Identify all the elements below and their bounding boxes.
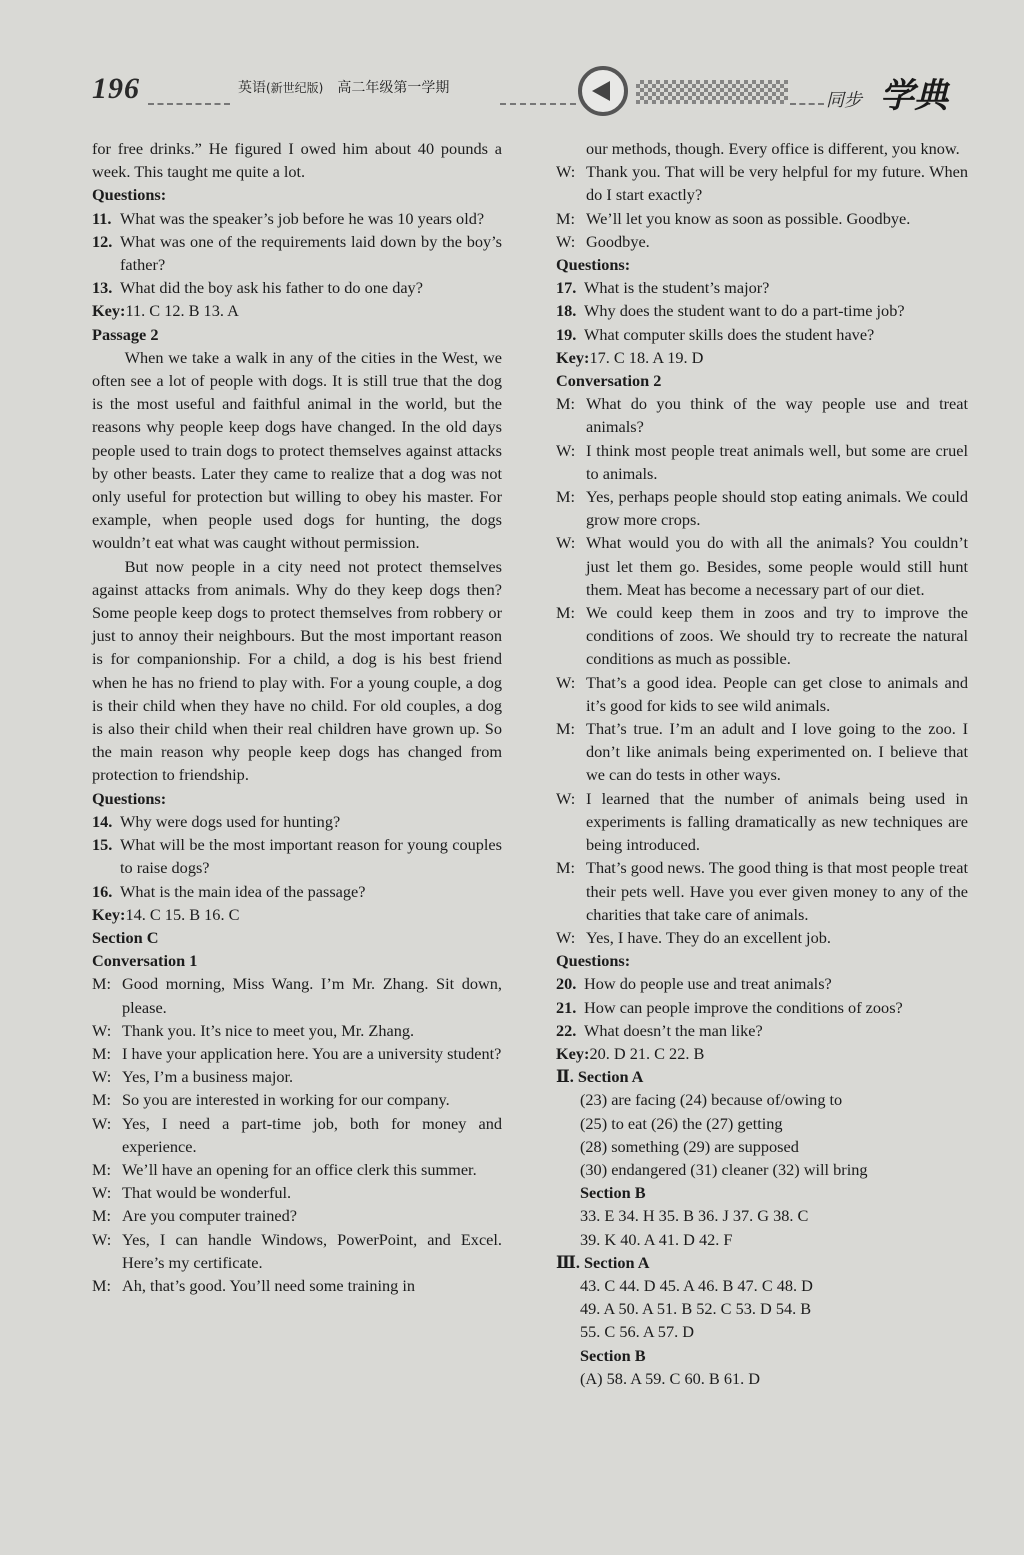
section-title: Section B xyxy=(580,1345,646,1365)
header-divider xyxy=(500,103,576,105)
question: 15. What will be the most important reason for young couples to raise dogs? xyxy=(92,835,502,878)
question: 17. What is the student’s major? xyxy=(556,278,770,298)
answer-row: (A) 58. A 59. C 60. B 61. D xyxy=(580,1368,761,1388)
dialogue-line: M: We could keep them in zoos and try to improve the conditions of zoos. We should try to recreate the natural conditions as much as possible. xyxy=(556,603,968,669)
dialogue-line: W: Yes, I have. They do an excellent job. xyxy=(556,927,831,947)
dialogue-line: M: We’ll let you know as soon as possible. Goodbye. xyxy=(556,208,911,228)
question: 18. Why does the student want to do a part-time job? xyxy=(556,301,905,321)
dialogue-line: M: What do you think of the way people use and treat animals? xyxy=(556,394,968,437)
paragraph: When we take a walk in any of the cities in the West, we often see a lot of people with dogs. It is still true that the dog is the most useful and faithful animal in the world, but the reasons why people keep dogs have changed. In the old days people used to train dogs to protect themselves against attacks by other beasts. Later they came to realize that a dog was not only useful for protection but willing to obey his master. For example, when people used dogs for hunting, the dogs wouldn’t eat what was caught without permission. xyxy=(92,347,502,553)
questions-heading: Questions: xyxy=(92,185,167,205)
dialogue-line: W: I learned that the number of animals being used in experiments is falling dramatically as new techniques are being introduced. xyxy=(556,788,968,855)
answer-row: 33. E 34. H 35. B 36. J 37. G 38. C xyxy=(580,1206,809,1226)
part-title: Ⅲ. Section A xyxy=(556,1252,650,1272)
fill-answers: (28) something (29) are supposed xyxy=(580,1136,799,1156)
brand-large: 学典 xyxy=(880,76,948,116)
questions-heading: Questions: xyxy=(556,255,631,275)
conversation-title: Conversation 1 xyxy=(92,951,198,971)
answer-key: Key:20. D 21. C 22. B xyxy=(556,1043,705,1063)
dialogue-line: W: That would be wonderful. xyxy=(92,1183,292,1203)
dialogue-line: M: So you are interested in working for our company. xyxy=(92,1090,450,1110)
conversation-title: Conversation 2 xyxy=(556,371,662,391)
question: 11. What was the speaker’s job before he was 10 years old? xyxy=(92,208,485,228)
fill-answers: (23) are facing (24) because of/owing to xyxy=(580,1090,843,1110)
brand-small: 同步 xyxy=(826,90,862,111)
left-column xyxy=(92,137,502,1297)
dialogue-continuation: our methods, though. Every office is different, you know. xyxy=(586,139,960,158)
dialogue-line: W: I think most people treat animals well, but some are cruel to animals. xyxy=(556,440,968,483)
answer-row: 55. C 56. A 57. D xyxy=(580,1322,694,1342)
edition: (新世纪版) xyxy=(266,81,324,95)
dialogue-line: W: What would you do with all the animals? You couldn’t just let them go. Besides, some people would still hunt them. Meat has become a necessary part of our diet. xyxy=(556,533,968,599)
question: 14. Why were dogs used for hunting? xyxy=(92,811,341,831)
answer-key: Key:11. C 12. B 13. A xyxy=(92,301,239,321)
answer-key: Key:14. C 15. B 16. C xyxy=(92,904,240,924)
dialogue-line: M: That’s true. I’m an adult and I love going to the zoo. I don’t like animals being experimented on. I believe that we can do tests in other ways. xyxy=(556,719,968,785)
right-column xyxy=(556,137,968,1390)
section-title: Section C xyxy=(92,927,159,947)
header-divider xyxy=(790,103,824,105)
dialogue-line: W: Thank you. It’s nice to meet you, Mr. Zhang. xyxy=(92,1020,415,1040)
dialogue-line: M: Are you computer trained? xyxy=(92,1206,297,1226)
answer-key: Key:17. C 18. A 19. D xyxy=(556,347,704,367)
fill-answers: (30) endangered (31) cleaner (32) will bring xyxy=(580,1159,868,1179)
section-title: Passage 2 xyxy=(92,324,159,344)
dialogue-line: W: Yes, I can handle Windows, PowerPoint, and Excel. Here’s my certificate. xyxy=(92,1229,502,1272)
question: 21. How can people improve the conditions of zoos? xyxy=(556,997,903,1017)
paragraph: for free drinks.” He figured I owed him about 40 pounds a week. This taught me quite a lot. xyxy=(92,139,502,182)
logo-arrow-icon xyxy=(578,66,628,116)
dialogue-line: M: I have your application here. You are a university student? xyxy=(92,1043,502,1063)
part-title: Ⅱ. Section A xyxy=(556,1067,644,1087)
fill-answers: (25) to eat (26) the (27) getting xyxy=(580,1113,783,1133)
checker-pattern xyxy=(636,80,788,104)
dialogue-line: W: Yes, I’m a business major. xyxy=(92,1067,294,1087)
dialogue-line: W: Yes, I need a part-time job, both for money and experience. xyxy=(92,1113,502,1156)
header-divider xyxy=(148,103,230,105)
answer-row: 49. A 50. A 51. B 52. C 53. D 54. B xyxy=(580,1299,812,1319)
dialogue-line: W: Thank you. That will be very helpful for my future. When do I start exactly? xyxy=(556,162,968,205)
question: 16. What is the main idea of the passage? xyxy=(92,881,366,901)
subject: 英语 xyxy=(238,80,266,96)
dialogue-line: W: That’s a good idea. People can get close to animals and it’s good for kids to see wild animals. xyxy=(556,672,968,715)
question: 13. What did the boy ask his father to do one day? xyxy=(92,278,423,298)
section-title: Section B xyxy=(580,1183,646,1203)
dialogue-line: M: Good morning, Miss Wang. I’m Mr. Zhang. Sit down, please. xyxy=(92,974,502,1017)
question: 12. What was one of the requirements laid down by the boy’s father? xyxy=(92,231,502,275)
dialogue-line: M: We’ll have an opening for an office clerk this summer. xyxy=(92,1159,477,1179)
questions-heading: Questions: xyxy=(556,951,631,971)
question: 20. How do people use and treat animals? xyxy=(556,974,832,994)
question: 19. What computer skills does the student have? xyxy=(556,324,875,344)
dialogue-line: M: Ah, that’s good. You’ll need some training in xyxy=(92,1275,416,1295)
book-title xyxy=(238,77,449,97)
dialogue-line: M: That’s good news. The good thing is that most people treat their pets well. Have you ever given money to any of the charities that take care of animals. xyxy=(556,858,968,924)
answer-row: 43. C 44. D 45. A 46. B 47. C 48. D xyxy=(580,1275,813,1295)
answer-row: 39. K 40. A 41. D 42. F xyxy=(580,1229,733,1249)
grade: 高二年级第一学期 xyxy=(337,80,450,96)
question: 22. What doesn’t the man like? xyxy=(556,1020,763,1040)
dialogue-line: M: Yes, perhaps people should stop eating animals. We could grow more crops. xyxy=(556,487,968,530)
page-number: 196 xyxy=(92,72,140,105)
page-header xyxy=(0,0,1024,125)
questions-heading: Questions: xyxy=(92,788,167,808)
dialogue-line: W: Goodbye. xyxy=(556,231,650,251)
paragraph: But now people in a city need not protect themselves against attacks from animals. Why do they keep dogs then? Some people keep dogs to protect themselves from robbery or just to annoy their neighbours. But the most important reason is for companionship. For a child, a dog is his best friend when he has no friend to play with. For a young couple, a dog is their child when they have no child. For old couples, a dog is also their child when their real children have grown up. So the main reason why people keep dogs has changed from protection to friendship. xyxy=(92,556,502,785)
